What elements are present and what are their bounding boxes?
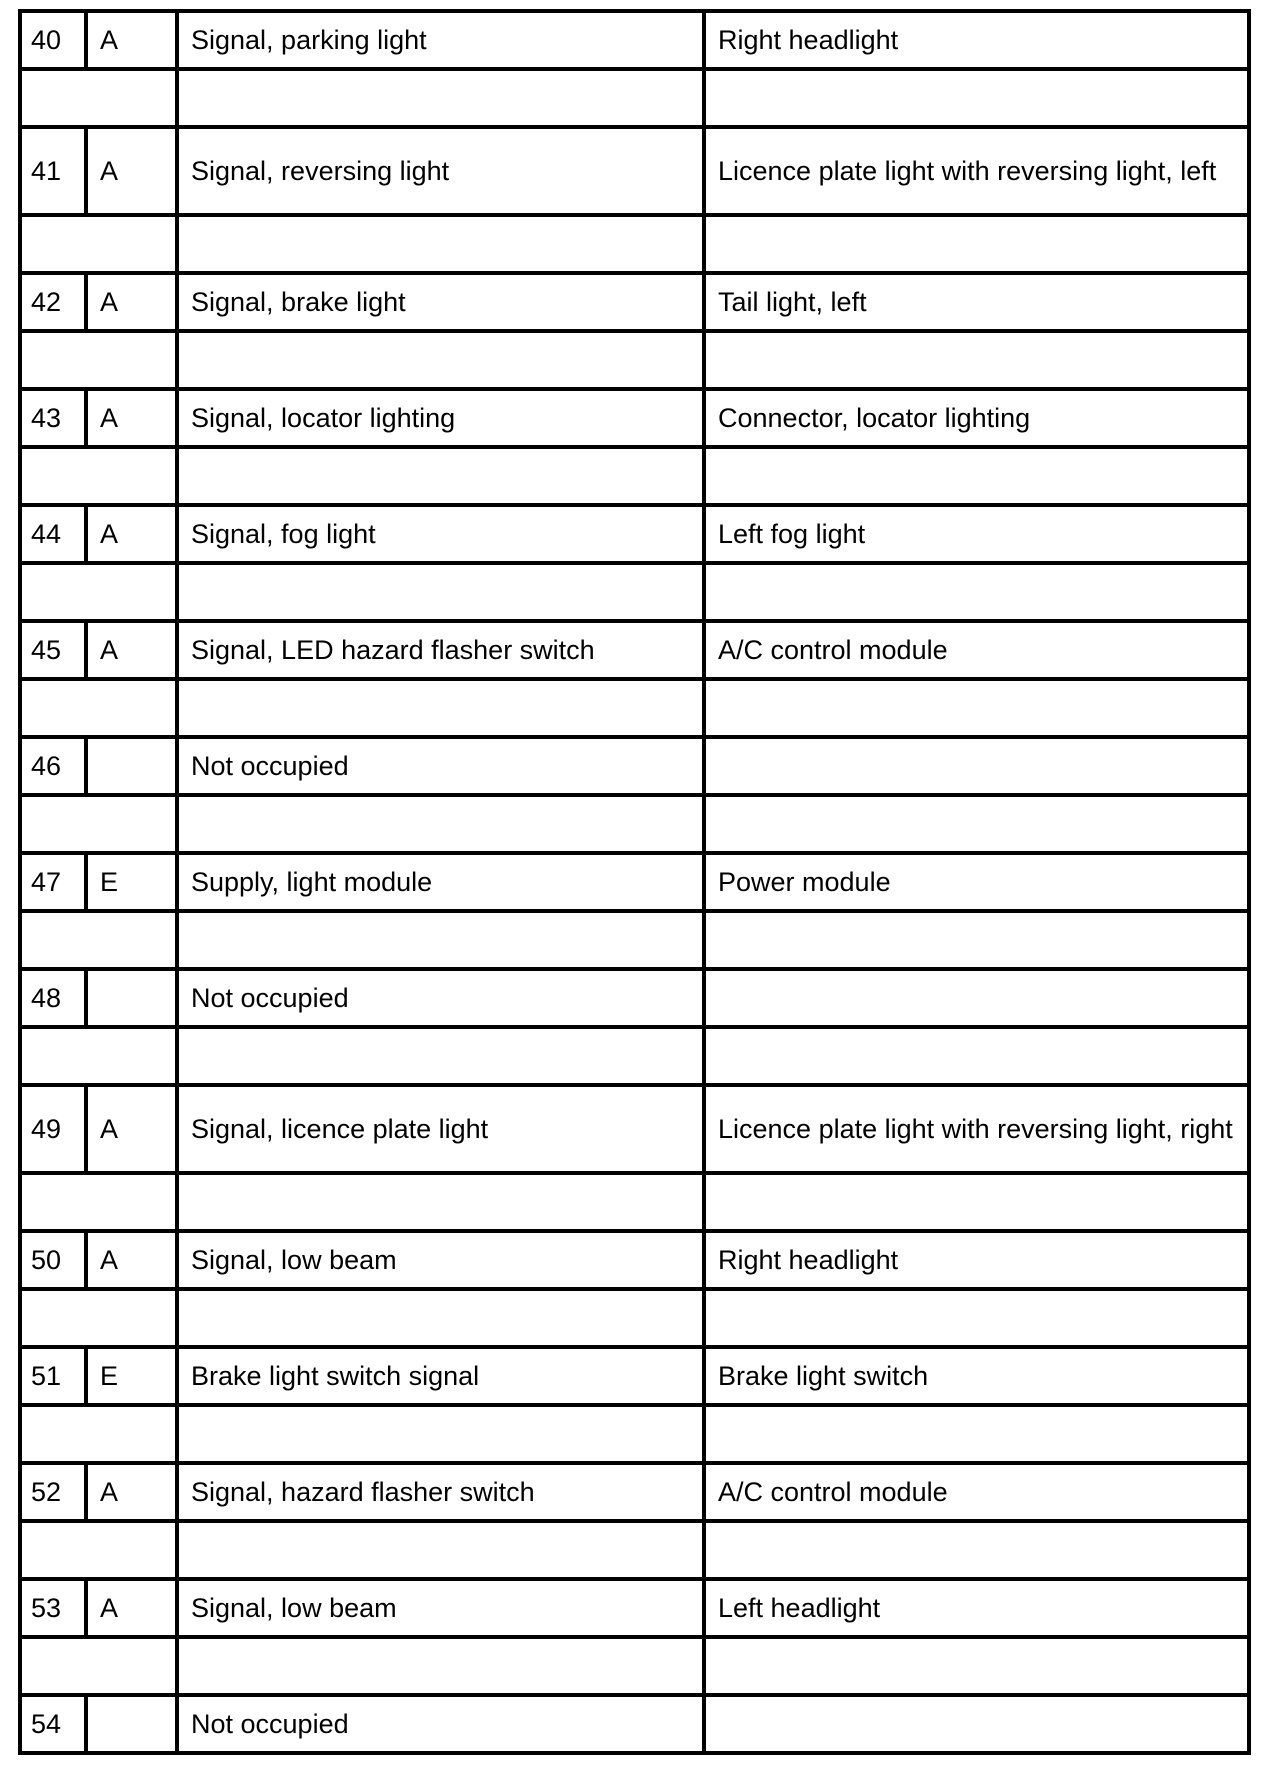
description-cell: Signal, brake light <box>177 273 704 331</box>
description-cell: Signal, fog light <box>177 505 704 563</box>
spacer-cell <box>20 447 177 505</box>
spacer-cell <box>177 911 704 969</box>
spacer-row <box>20 1521 1249 1579</box>
spacer-cell <box>177 1027 704 1085</box>
pin-number-cell: 46 <box>20 737 86 795</box>
spacer-cell <box>20 1173 177 1231</box>
connection-cell <box>704 1695 1249 1753</box>
spacer-cell <box>177 1173 704 1231</box>
spacer-row <box>20 911 1249 969</box>
spacer-cell <box>704 795 1249 853</box>
signal-type-cell: A <box>86 11 177 69</box>
pin-number-cell: 43 <box>20 389 86 447</box>
connection-cell: A/C control module <box>704 1463 1249 1521</box>
spacer-row <box>20 795 1249 853</box>
table-row <box>20 11 1249 69</box>
signal-type-cell: A <box>86 1231 177 1289</box>
connection-cell: Licence plate light with reversing light, left <box>704 127 1249 215</box>
connection-cell: Left headlight <box>704 1579 1249 1637</box>
spacer-row <box>20 679 1249 737</box>
spacer-row <box>20 1173 1249 1231</box>
description-cell: Supply, light module <box>177 853 704 911</box>
table-row <box>20 1085 1249 1173</box>
spacer-cell <box>20 215 177 273</box>
description-cell: Not occupied <box>177 737 704 795</box>
spacer-cell <box>20 795 177 853</box>
signal-type-cell: A <box>86 273 177 331</box>
spacer-cell <box>20 1637 177 1695</box>
spacer-cell <box>704 911 1249 969</box>
signal-type-cell: E <box>86 1347 177 1405</box>
table-row <box>20 1231 1249 1289</box>
spacer-cell <box>20 679 177 737</box>
pin-number-cell: 50 <box>20 1231 86 1289</box>
pin-number-cell: 49 <box>20 1085 86 1173</box>
spacer-cell <box>704 1027 1249 1085</box>
spacer-cell <box>704 1637 1249 1695</box>
spacer-cell <box>704 1173 1249 1231</box>
spacer-cell <box>177 563 704 621</box>
signal-type-cell <box>86 1695 177 1753</box>
connection-cell: Right headlight <box>704 11 1249 69</box>
description-cell: Signal, parking light <box>177 11 704 69</box>
spacer-row <box>20 331 1249 389</box>
connection-cell: Connector, locator lighting <box>704 389 1249 447</box>
description-cell: Signal, hazard flasher switch <box>177 1463 704 1521</box>
spacer-cell <box>20 1027 177 1085</box>
signal-type-cell: A <box>86 1085 177 1173</box>
pin-number-cell: 41 <box>20 127 86 215</box>
table-row <box>20 273 1249 331</box>
spacer-cell <box>20 69 177 127</box>
spacer-row <box>20 215 1249 273</box>
connection-cell: A/C control module <box>704 621 1249 679</box>
pin-table-body <box>20 11 1249 1753</box>
table-row <box>20 389 1249 447</box>
signal-type-cell: E <box>86 853 177 911</box>
table-row <box>20 1347 1249 1405</box>
spacer-cell <box>20 563 177 621</box>
pin-number-cell: 44 <box>20 505 86 563</box>
signal-type-cell <box>86 969 177 1027</box>
connection-cell <box>704 737 1249 795</box>
pin-number-cell: 45 <box>20 621 86 679</box>
table-row <box>20 621 1249 679</box>
description-cell: Signal, reversing light <box>177 127 704 215</box>
description-cell: Not occupied <box>177 1695 704 1753</box>
spacer-cell <box>177 1637 704 1695</box>
pin-number-cell: 53 <box>20 1579 86 1637</box>
spacer-cell <box>704 1521 1249 1579</box>
pin-number-cell: 40 <box>20 11 86 69</box>
signal-type-cell: A <box>86 389 177 447</box>
spacer-cell <box>20 331 177 389</box>
connection-cell: Tail light, left <box>704 273 1249 331</box>
spacer-cell <box>177 1521 704 1579</box>
signal-type-cell: A <box>86 1463 177 1521</box>
spacer-row <box>20 1405 1249 1463</box>
table-row <box>20 969 1249 1027</box>
connection-cell: Right headlight <box>704 1231 1249 1289</box>
spacer-row <box>20 563 1249 621</box>
spacer-row <box>20 1027 1249 1085</box>
spacer-cell <box>177 215 704 273</box>
spacer-cell <box>704 331 1249 389</box>
description-cell: Brake light switch signal <box>177 1347 704 1405</box>
spacer-cell <box>704 447 1249 505</box>
spacer-cell <box>177 1289 704 1347</box>
table-row <box>20 505 1249 563</box>
description-cell: Not occupied <box>177 969 704 1027</box>
connection-cell: Left fog light <box>704 505 1249 563</box>
spacer-cell <box>704 1289 1249 1347</box>
description-cell: Signal, low beam <box>177 1231 704 1289</box>
spacer-cell <box>20 1405 177 1463</box>
spacer-cell <box>704 69 1249 127</box>
connection-cell: Brake light switch <box>704 1347 1249 1405</box>
connection-cell: Licence plate light with reversing light, right <box>704 1085 1249 1173</box>
signal-type-cell: A <box>86 1579 177 1637</box>
spacer-cell <box>704 1405 1249 1463</box>
spacer-cell <box>177 1405 704 1463</box>
spacer-cell <box>177 447 704 505</box>
table-row <box>20 737 1249 795</box>
pin-number-cell: 48 <box>20 969 86 1027</box>
connection-cell: Power module <box>704 853 1249 911</box>
pin-number-cell: 47 <box>20 853 86 911</box>
connection-cell <box>704 969 1249 1027</box>
spacer-cell <box>177 679 704 737</box>
pin-assignment-table <box>18 9 1251 1755</box>
pin-number-cell: 52 <box>20 1463 86 1521</box>
signal-type-cell: A <box>86 621 177 679</box>
table-row <box>20 853 1249 911</box>
pin-number-cell: 54 <box>20 1695 86 1753</box>
spacer-cell <box>177 331 704 389</box>
description-cell: Signal, low beam <box>177 1579 704 1637</box>
table-row <box>20 127 1249 215</box>
signal-type-cell: A <box>86 505 177 563</box>
table-row <box>20 1463 1249 1521</box>
spacer-cell <box>177 69 704 127</box>
table-row <box>20 1695 1249 1753</box>
spacer-cell <box>177 795 704 853</box>
description-cell: Signal, licence plate light <box>177 1085 704 1173</box>
spacer-cell <box>20 1289 177 1347</box>
signal-type-cell: A <box>86 127 177 215</box>
spacer-row <box>20 1637 1249 1695</box>
spacer-row <box>20 447 1249 505</box>
spacer-cell <box>704 563 1249 621</box>
description-cell: Signal, LED hazard flasher switch <box>177 621 704 679</box>
spacer-cell <box>704 215 1249 273</box>
spacer-row <box>20 1289 1249 1347</box>
pin-assignment-sheet <box>18 9 1247 1755</box>
spacer-cell <box>20 1521 177 1579</box>
spacer-cell <box>704 679 1249 737</box>
pin-number-cell: 42 <box>20 273 86 331</box>
spacer-cell <box>20 911 177 969</box>
table-row <box>20 1579 1249 1637</box>
signal-type-cell <box>86 737 177 795</box>
spacer-row <box>20 69 1249 127</box>
description-cell: Signal, locator lighting <box>177 389 704 447</box>
pin-number-cell: 51 <box>20 1347 86 1405</box>
